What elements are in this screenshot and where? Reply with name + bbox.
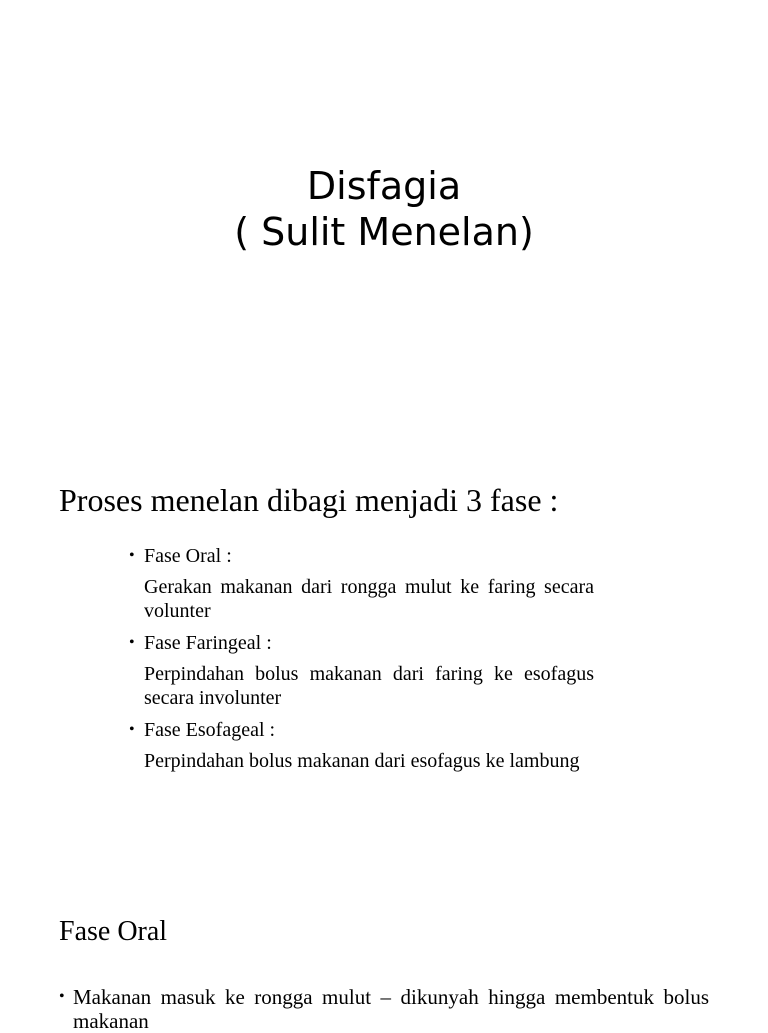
bullet-icon: •	[129, 721, 135, 738]
bullet-icon: •	[129, 547, 135, 564]
bullet-heading	[129, 630, 594, 656]
list-item	[129, 630, 594, 710]
bullet-description: Gerakan makanan dari rongga mulut ke faring secara volunter	[144, 576, 594, 622]
phase-list	[129, 543, 594, 780]
title-line-1: Disfagia	[306, 164, 462, 208]
list-item	[59, 985, 709, 1033]
bullet-label: Fase Faringeal :	[144, 632, 272, 654]
slide-heading: Fase Oral	[59, 916, 168, 947]
slide-fase-oral	[0, 872, 768, 1033]
bullet-heading	[129, 543, 594, 569]
bullet-icon: •	[59, 988, 65, 1005]
fase-oral-list	[59, 985, 709, 1033]
list-item	[129, 717, 594, 773]
bullet-text: Makanan masuk ke rongga mulut – dikunyah hingga membentuk bolus makanan	[73, 985, 709, 1033]
slide-phases	[0, 436, 768, 872]
slide-heading: Proses menelan dibagi menjadi 3 fase :	[59, 482, 559, 518]
slide-title-heading	[0, 163, 768, 255]
bullet-description: Perpindahan bolus makanan dari esofagus ke lambung	[144, 750, 580, 772]
bullet-label: Fase Oral :	[144, 545, 232, 567]
bullet-label: Fase Esofageal :	[144, 719, 276, 741]
title-line-2: ( Sulit Menelan)	[234, 210, 534, 254]
bullet-heading	[129, 717, 594, 743]
bullet-icon: •	[129, 634, 135, 651]
bullet-description: Perpindahan bolus makanan dari faring ke esofagus secara involunter	[144, 663, 594, 709]
slide-title	[0, 0, 768, 436]
list-item	[129, 543, 594, 623]
